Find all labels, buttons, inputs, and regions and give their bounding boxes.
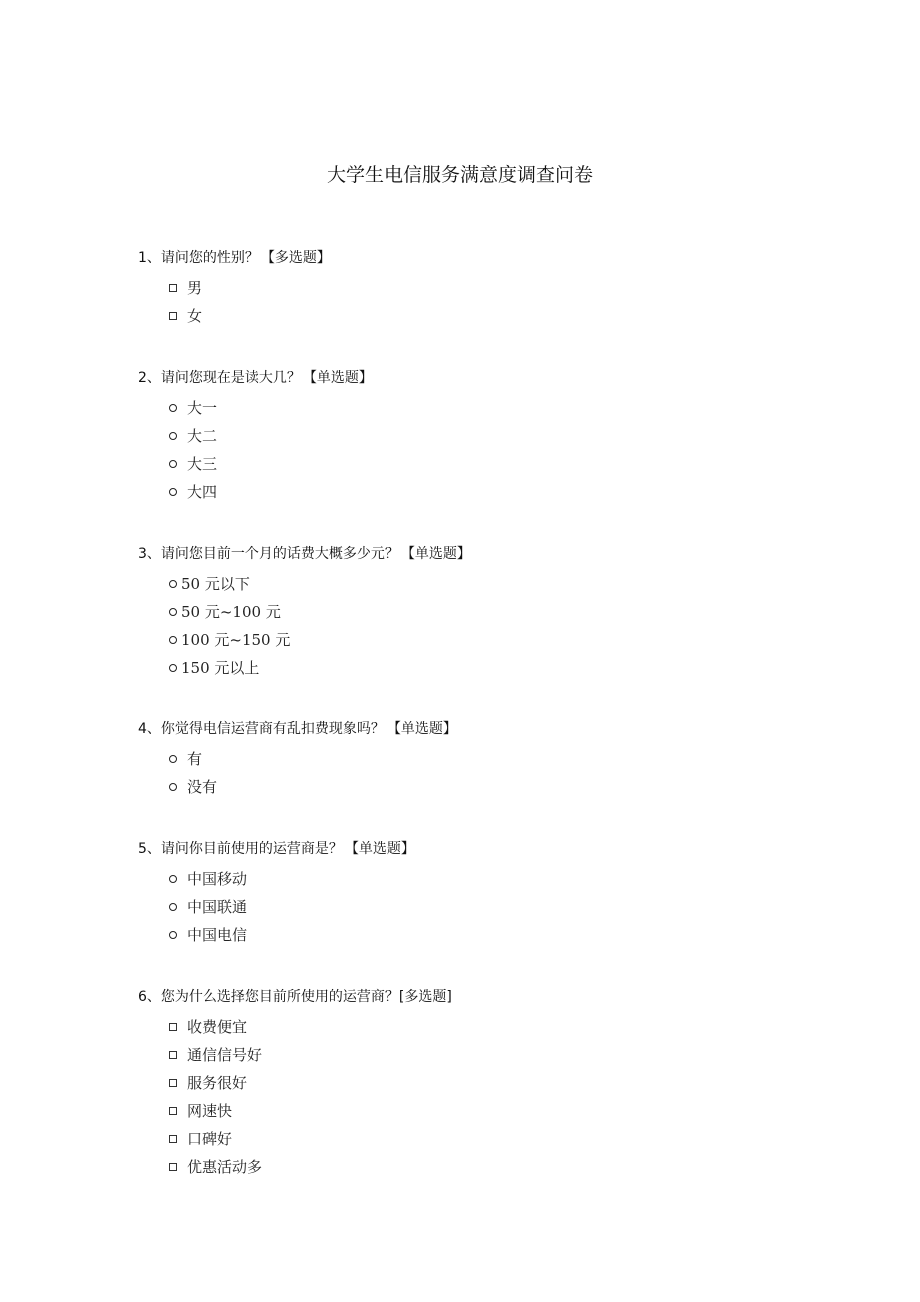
option-label: 没有 xyxy=(187,778,218,796)
question-separator: 、 xyxy=(146,841,161,857)
radio-option[interactable] xyxy=(169,869,858,897)
question-5-options xyxy=(169,869,858,953)
question-number: 4 xyxy=(138,721,147,737)
question-text: 你觉得电信运营商有乱扣费现象吗？ xyxy=(160,721,385,737)
question-type: 【单选题】 xyxy=(344,841,415,857)
option-label: 50 元~100 元 xyxy=(181,603,281,621)
radio-option[interactable] xyxy=(169,482,858,510)
radio-icon[interactable] xyxy=(169,875,177,883)
radio-option[interactable] xyxy=(169,630,858,658)
option-label: 50 元以下 xyxy=(181,575,250,593)
question-text: 请问您目前一个月的话费大概多少元？ xyxy=(160,546,399,562)
option-label: 男 xyxy=(187,279,203,297)
question-type: [多选题] xyxy=(398,989,452,1005)
option-label: 100 元~150 元 xyxy=(181,631,291,649)
option-label: 有 xyxy=(187,750,203,768)
question-number: 5 xyxy=(138,841,147,857)
question-number: 2 xyxy=(138,370,147,386)
option-label: 女 xyxy=(187,307,203,325)
radio-icon[interactable] xyxy=(169,636,177,644)
option-label: 大三 xyxy=(187,455,218,473)
checkbox-option[interactable] xyxy=(169,1017,858,1045)
question-1-options xyxy=(169,278,858,334)
checkbox-icon[interactable] xyxy=(169,1107,177,1115)
question-2-options xyxy=(169,398,858,510)
radio-option[interactable] xyxy=(169,658,858,686)
question-separator: 、 xyxy=(146,989,161,1005)
checkbox-icon[interactable] xyxy=(169,312,177,320)
option-label: 中国联通 xyxy=(187,898,248,916)
checkbox-icon[interactable] xyxy=(169,284,177,292)
option-label: 大一 xyxy=(187,399,218,417)
radio-option[interactable] xyxy=(169,749,858,777)
radio-icon[interactable] xyxy=(169,608,177,616)
option-label: 通信信号好 xyxy=(187,1046,263,1064)
checkbox-icon[interactable] xyxy=(169,1051,177,1059)
question-text: 请问你目前使用的运营商是？ xyxy=(160,841,343,857)
question-text: 您为什么选择您目前所使用的运营商？ xyxy=(160,989,399,1005)
radio-icon[interactable] xyxy=(169,783,177,791)
radio-option[interactable] xyxy=(169,574,858,602)
question-type: 【多选题】 xyxy=(260,250,331,266)
question-4-options xyxy=(169,749,858,805)
checkbox-option[interactable] xyxy=(169,306,858,334)
checkbox-option[interactable] xyxy=(169,278,858,306)
question-6 xyxy=(138,987,858,1185)
checkbox-icon[interactable] xyxy=(169,1135,177,1143)
question-1-heading xyxy=(138,248,858,268)
question-5 xyxy=(138,839,858,953)
radio-icon[interactable] xyxy=(169,931,177,939)
radio-option[interactable] xyxy=(169,925,858,953)
question-type: 【单选题】 xyxy=(400,546,471,562)
question-4-heading xyxy=(138,719,858,739)
checkbox-option[interactable] xyxy=(169,1073,858,1101)
option-label: 中国移动 xyxy=(187,870,248,888)
option-label: 大二 xyxy=(187,427,218,445)
radio-icon[interactable] xyxy=(169,460,177,468)
page-title: 大学生电信服务满意度调查问卷 xyxy=(326,164,593,186)
question-text: 请问您现在是读大几？ xyxy=(160,370,301,386)
question-text: 请问您的性别？ xyxy=(160,250,259,266)
question-6-heading xyxy=(138,987,858,1007)
question-separator: 、 xyxy=(146,721,161,737)
option-label: 150 元以上 xyxy=(181,659,260,677)
checkbox-icon[interactable] xyxy=(169,1023,177,1031)
radio-option[interactable] xyxy=(169,897,858,925)
radio-icon[interactable] xyxy=(169,432,177,440)
radio-icon[interactable] xyxy=(169,488,177,496)
checkbox-option[interactable] xyxy=(169,1101,858,1129)
question-number: 6 xyxy=(138,989,147,1005)
radio-option[interactable] xyxy=(169,454,858,482)
question-type: 【单选题】 xyxy=(386,721,457,737)
checkbox-option[interactable] xyxy=(169,1157,858,1185)
option-label: 优惠活动多 xyxy=(187,1158,263,1176)
question-number: 1 xyxy=(138,250,147,266)
radio-icon[interactable] xyxy=(169,580,177,588)
option-label: 大四 xyxy=(187,483,218,501)
option-label: 服务很好 xyxy=(187,1074,248,1092)
question-3 xyxy=(138,544,858,686)
radio-option[interactable] xyxy=(169,426,858,454)
option-label: 中国电信 xyxy=(187,926,248,944)
question-separator: 、 xyxy=(146,370,161,386)
radio-icon[interactable] xyxy=(169,755,177,763)
checkbox-icon[interactable] xyxy=(169,1163,177,1171)
radio-option[interactable] xyxy=(169,602,858,630)
question-2 xyxy=(138,368,858,510)
question-4 xyxy=(138,719,858,805)
question-number: 3 xyxy=(138,546,147,562)
question-separator: 、 xyxy=(146,250,161,266)
question-separator: 、 xyxy=(146,546,161,562)
checkbox-option[interactable] xyxy=(169,1045,858,1073)
question-5-heading xyxy=(138,839,858,859)
option-label: 网速快 xyxy=(187,1102,233,1120)
question-3-options xyxy=(169,574,858,686)
radio-icon[interactable] xyxy=(169,404,177,412)
radio-icon[interactable] xyxy=(169,664,177,672)
radio-icon[interactable] xyxy=(169,903,177,911)
question-6-options xyxy=(169,1017,858,1185)
checkbox-option[interactable] xyxy=(169,1129,858,1157)
radio-option[interactable] xyxy=(169,398,858,426)
option-label: 口碑好 xyxy=(187,1130,233,1148)
question-3-heading xyxy=(138,544,858,564)
question-2-heading xyxy=(138,368,858,388)
radio-option[interactable] xyxy=(169,777,858,805)
question-1 xyxy=(138,248,858,334)
option-label: 收费便宜 xyxy=(187,1018,248,1036)
checkbox-icon[interactable] xyxy=(169,1079,177,1087)
question-type: 【单选题】 xyxy=(302,370,373,386)
